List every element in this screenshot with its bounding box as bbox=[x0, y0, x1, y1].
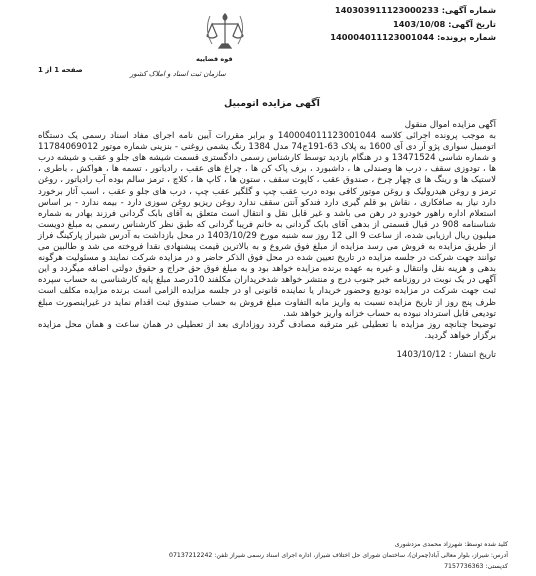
ad-number: شماره آگهی: 140303911123000233 bbox=[334, 5, 496, 15]
publish-date: تاریخ انتشار : 1403/10/12 bbox=[396, 349, 496, 360]
org-label: قوه قضاییه bbox=[196, 55, 233, 63]
document-title: آگهی مزایده اتومبیل bbox=[224, 98, 320, 109]
body-main-text: به موجب پرونده اجرائی کلاسه 140004011123001044 و برابر مقررات آیین نامه اجرای مفاد اسناد رسمی یک دستگاه اتومبیل سواری پژو آر دی آی 1600 به پلاک 63-191ج74 مدل 1384 رنگ یشمی روغنی - بنزینی شماره موتور 11784069012 و شماره شاسی 13471524 و در هنگام بازدید توسط کارشناس رسمی دادگستری قسمت شیشه های جلو و عقب و شیشه درب ها ، تودوزی سقف ، درب ها وصندلی ها ، داشبورد ، برف پاک کن ها ، چراغ های عقب ، رادیاتور ، تسمه ها ، هواکش ، باطری ، لاستیک ها و رینگ ها ی چهار چرخ ، صندوق عقب ، کاپوت سقف ، ستون ها ، کاپ ها ، کلاچ ، ترمز سالم بوده آب رادیاتور ، روغن ترمز و روغن هیدرولیک و روغن موتور کافی بوده درب عقب چپ و گلگیر عقب چپ ، درب های جلو و عقب ، اسب آثار برخورد دارد نیاز به صافکاری ، نقاش بو قلم گیری دارد فندکو آنتن سقف ندارد روغن ریزیو روغن سوزی دارد - بیمه ندارد - بر اساس استعلام اداره راهور خودرو در رهن می باشد و غیر قابل نقل و انتقال است متعلق به آقای بابک گردانی فرزند بهادر به شماره شناسنامه 908 در قبال قسمتی از بدهی آقای بابک گردانی به خانم فریبا گردانی که طبق نظر کارشناس رسمی به مبلغ دویست میلیون ریال ارزیابی شده، از ساعت 9 الی 12 روز سه شنبه مورخ 1403/10/29 در محل بازداشت به آدرس شیراز پارکینگ فراز از طریق مزایده به فروش می رسد مزایده از مبلغ فوق شروع و به بالاترین قیمت پیشنهادی نقدا فروخته می شد و طالبین می توانند جهت شرکت در جلسه مزایده در تاریخ تعیین شده در محل فوق الذکر حاضر و در مزایده شرکت نمایند و مسئولیت هرگونه بدهی و هزینه نقل وانتقال و غیره به عهده برنده مزایده خواهد بود و به مبلغ فوق حق حراج و حقوق دولتی اضافه میگردد و این آگهی در یک نوبت در روزنامه خبر جنوب درج و منتشر خواهد شدخریداران مکلفند 10درصد مبلغ پایه کارشناسی به حساب سپرده ثبت جهت شرکت در مزایده تودیع وحضور خریدار یا نماینده قانونی او در جلسه مزایده الزامی است برنده مزایده مکلف است ظرف پنج روز از تاریخ مزایده نسبت به واریز مابه التفاوت مبلغ فروش به حساب صندوق ثبت اقدام نماید در غیراینصورت مبلغ تودیعی قابل استرداد نبوده به حساب خزانه واریز خواهد شد. bbox=[38, 131, 497, 319]
footer-postal-code: کدپستی: 7157736363 bbox=[444, 563, 508, 570]
footer-address: آدرس: شیراز، بلوار معالی آباد(چمران)، ساختمان شورای حل اختلاف شیراز، اداره اجرای اسناد رسمی شیراز تلفن: 07137212242 bbox=[169, 552, 508, 559]
document-footer bbox=[10, 539, 508, 572]
page-number: صفحه 1 از 1 bbox=[38, 66, 83, 74]
footer-typist: کلید شده توسط: شهرزاد محمدی مزدشوری bbox=[394, 541, 508, 548]
file-number: شماره پرونده: 140004011123001044 bbox=[330, 32, 496, 42]
document-body bbox=[38, 120, 496, 361]
ad-date: تاریخ آگهی: 1403/10/08 bbox=[393, 18, 496, 29]
body-subtitle: آگهی مزایده اموال منقول bbox=[404, 120, 496, 130]
judiciary-emblem-icon bbox=[200, 10, 250, 56]
body-note: توضیحا چنانچه روز مزایده با تعطیلی غیر مترقبه مصادف گردد روزاداری بعد از تعطیلی در همان ساعت و همان محل مزایده برگزار خواهد گردید. bbox=[38, 319, 496, 341]
org-name: سازمان ثبت اسناد و املاک کشور bbox=[130, 70, 226, 78]
document-meta bbox=[276, 4, 496, 45]
